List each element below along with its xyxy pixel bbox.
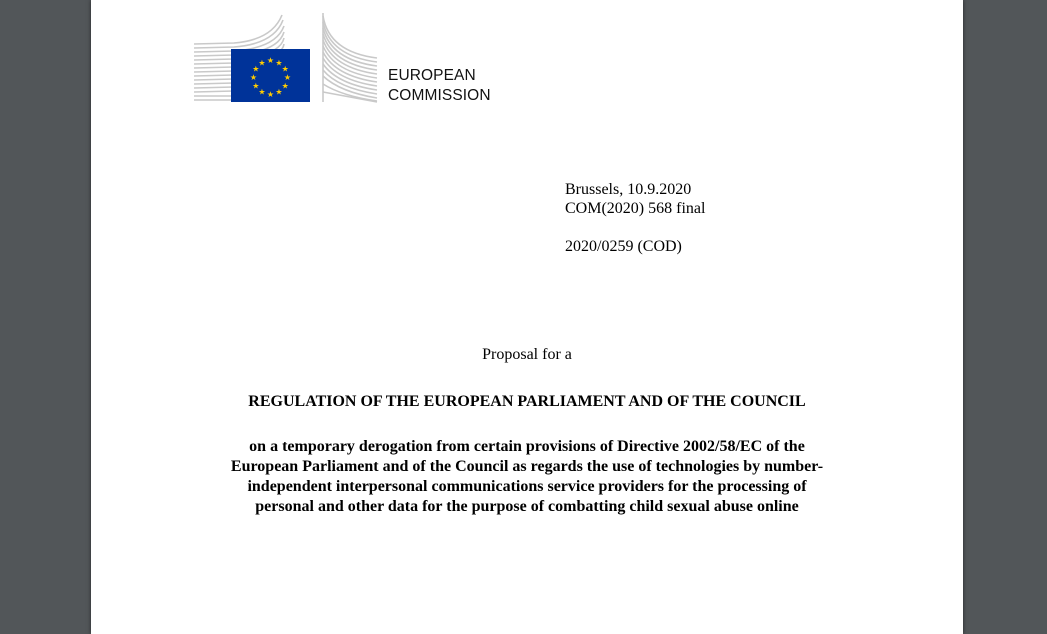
place-date: Brussels, 10.9.2020 bbox=[565, 181, 692, 198]
document-subject bbox=[91, 437, 963, 517]
svg-text:★: ★ bbox=[252, 81, 260, 91]
svg-text:★: ★ bbox=[281, 64, 289, 74]
svg-text:★: ★ bbox=[258, 87, 266, 97]
proposal-label: Proposal for a bbox=[482, 346, 572, 363]
subject-line: European Parliament and of the Council as regards the use of technologies by number- bbox=[230, 458, 824, 475]
org-name-line-2: COMMISSION bbox=[388, 87, 491, 104]
svg-text:★: ★ bbox=[252, 64, 260, 74]
svg-text:★: ★ bbox=[275, 87, 283, 97]
document-meta bbox=[565, 180, 705, 256]
svg-text:★: ★ bbox=[249, 73, 258, 82]
svg-text:★: ★ bbox=[283, 73, 292, 82]
svg-text:★: ★ bbox=[266, 56, 275, 65]
organization-name bbox=[388, 66, 491, 106]
org-name-line-1: EUROPEAN bbox=[388, 67, 476, 84]
subject-line: independent interpersonal communications service providers for the processing of bbox=[247, 478, 807, 495]
document-reference: COM(2020) 568 final bbox=[565, 200, 706, 217]
document-page bbox=[91, 0, 963, 634]
european-commission-logo bbox=[194, 12, 394, 104]
svg-text:★: ★ bbox=[258, 58, 266, 68]
subject-line: on a temporary derogation from certain provisions of Directive 2002/58/EC of the bbox=[249, 438, 805, 455]
svg-text:★: ★ bbox=[266, 90, 275, 99]
subject-line: personal and other data for the purpose of combatting child sexual abuse online bbox=[255, 498, 799, 515]
procedure-number: 2020/0259 (COD) bbox=[565, 238, 682, 255]
document-title: REGULATION OF THE EUROPEAN PARLIAMENT AND OF THE COUNCIL bbox=[248, 393, 806, 410]
commission-building-icon bbox=[194, 12, 394, 104]
svg-text:★: ★ bbox=[281, 81, 289, 91]
svg-text:★: ★ bbox=[275, 58, 283, 68]
